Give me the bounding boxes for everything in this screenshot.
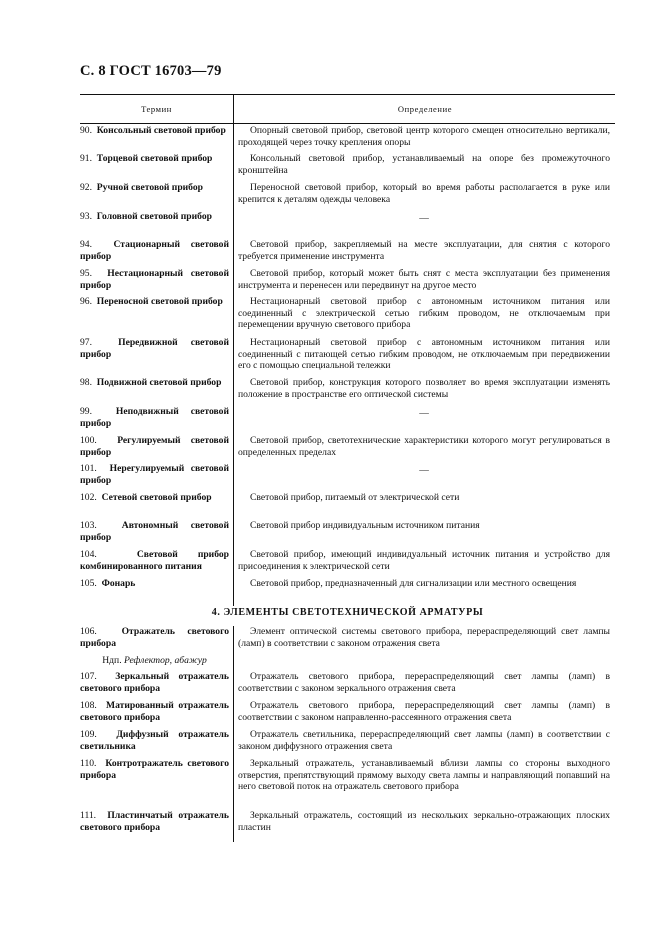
definition-cell: Элемент оптической системы светового прибора, перераспределяющий свет лампы (ламп) в соответствии с законом отражения света bbox=[238, 626, 610, 649]
term-name: Диффузный отражатель светильника bbox=[80, 729, 229, 752]
term-name: Контротражатель светового прибора bbox=[80, 758, 229, 781]
definition-cell: Световой прибор, который может быть снят с места эксплуатации без применения инструмента и перенесен или передвинут на другое место bbox=[238, 268, 610, 291]
definition-cell: Световой прибор, предназначенный для сигнализации или местного освещения bbox=[250, 578, 577, 589]
term-name: Автономный световой прибор bbox=[80, 520, 230, 543]
term-name: Пластинчатый отражатель светового прибора bbox=[80, 810, 229, 833]
note-prefix: Ндп. bbox=[102, 655, 122, 666]
definition-cell: Нестационарный световой прибор с автономным источником питания или соединенный с питающей сетью гибким проводом, не отключаемым при передвижении его с помощью специальной тележки bbox=[238, 337, 610, 372]
term-cell bbox=[80, 520, 229, 543]
table-header-rule bbox=[80, 123, 615, 124]
definition-cell: Отражатель светового прибора, перераспределяющий свет лампы (ламп) в соответствии с законом зеркального отражения света bbox=[238, 671, 610, 694]
term-name: Световой прибор комбинированного питания bbox=[80, 549, 230, 572]
term-name: Фонарь bbox=[101, 578, 136, 589]
term-cell bbox=[80, 182, 229, 194]
term-name: Ручной световой прибор bbox=[96, 182, 203, 193]
term-number: 92. bbox=[80, 182, 92, 193]
definition-dash: — bbox=[419, 465, 429, 476]
term-number: 105. bbox=[80, 578, 97, 589]
term-cell bbox=[80, 492, 229, 504]
term-cell bbox=[80, 700, 229, 723]
definition-dash: — bbox=[419, 213, 429, 224]
term-cell bbox=[80, 296, 229, 308]
definition-cell: Отражатель светильника, перераспределяющий свет лампы (ламп) в соответствии с законом диффузного отражения света bbox=[238, 729, 610, 752]
term-cell bbox=[80, 377, 229, 389]
term-cell bbox=[80, 578, 229, 590]
term-cell bbox=[80, 125, 229, 137]
term-cell bbox=[80, 549, 229, 572]
term-cell bbox=[80, 435, 229, 458]
term-number: 108. bbox=[80, 700, 97, 711]
deprecated-term-note bbox=[80, 655, 229, 666]
term-number: 103. bbox=[80, 520, 97, 531]
term-name: Консольный световой прибор bbox=[96, 125, 226, 136]
page-header: С. 8 ГОСТ 16703—79 bbox=[80, 63, 222, 79]
term-name: Стационарный световой прибор bbox=[80, 239, 229, 262]
term-cell bbox=[80, 268, 229, 291]
term-cell bbox=[80, 729, 229, 752]
term-name: Неподвижный световой прибор bbox=[80, 406, 229, 429]
table-top-rule bbox=[80, 94, 615, 95]
term-cell bbox=[80, 810, 229, 833]
column-divider bbox=[233, 94, 234, 606]
term-number: 95. bbox=[80, 268, 92, 279]
term-name: Головной световой прибор bbox=[96, 211, 212, 222]
term-name: Зеркальный отражатель светового прибора bbox=[80, 671, 230, 694]
definition-cell: Зеркальный отражатель, устанавливаемый вблизи лампы со стороны выходного отверстия, препятствующий прямому выходу света лампы и направляющий попавший на него световой поток на отражатель светового прибора bbox=[238, 758, 610, 793]
term-name: Нерегулируемый световой прибор bbox=[80, 463, 230, 486]
term-number: 111. bbox=[80, 810, 97, 821]
definition-cell: Отражатель светового прибора, перераспределяющий свет лампы (ламп) в соответствии с законом направленно-рассеянного отражения света bbox=[238, 700, 610, 723]
term-number: 90. bbox=[80, 125, 92, 136]
term-cell bbox=[80, 626, 229, 649]
definition-cell: Световой прибор, светотехнические характеристики которого могут регулироваться в определенных пределах bbox=[238, 435, 610, 458]
term-number: 97. bbox=[80, 337, 92, 348]
term-cell bbox=[80, 758, 229, 781]
term-name: Подвижной световой прибор bbox=[96, 377, 222, 388]
term-number: 94. bbox=[80, 239, 92, 250]
definition-cell: Световой прибор, закрепляемый на месте эксплуатации, для снятия с которого требуется применение инструмента bbox=[238, 239, 610, 262]
term-name: Отражатель светового прибора bbox=[80, 626, 229, 649]
section-title: 4. ЭЛЕМЕНТЫ СВЕТОТЕХНИЧЕСКОЙ АРМАТУРЫ bbox=[211, 607, 484, 618]
term-number: 107. bbox=[80, 671, 97, 682]
column-divider-lower bbox=[233, 626, 234, 842]
term-cell bbox=[80, 153, 229, 165]
term-cell bbox=[80, 463, 229, 486]
term-number: 101. bbox=[80, 463, 97, 474]
term-name: Регулируемый световой прибор bbox=[80, 435, 229, 458]
definition-cell: Световой прибор индивидуальным источником питания bbox=[250, 520, 480, 531]
column-header-term: Термин bbox=[141, 104, 172, 114]
term-number: 102. bbox=[80, 492, 97, 503]
note-text: Рефлектор, абажур bbox=[124, 655, 207, 666]
term-cell bbox=[80, 211, 229, 223]
definition-cell: Световой прибор, имеющий индивидуальный источник питания и устройство для присоединения к электрической сети bbox=[238, 549, 610, 572]
term-number: 91. bbox=[80, 153, 92, 164]
term-cell bbox=[80, 337, 229, 360]
definition-cell: Световой прибор, питаемый от электрической сети bbox=[250, 492, 460, 503]
term-cell bbox=[80, 406, 229, 429]
term-name: Передвижной световой прибор bbox=[80, 337, 229, 360]
definition-cell: Опорный световой прибор, световой центр которого смещен относительно вертикали, проходящей через точку крепления опоры bbox=[238, 125, 610, 148]
term-number: 98. bbox=[80, 377, 92, 388]
definition-cell: Переносной световой прибор, который во время работы располагается в руке или крепится к деталям одежды человека bbox=[238, 182, 610, 205]
term-number: 106. bbox=[80, 626, 97, 637]
definition-dash: — bbox=[419, 408, 429, 419]
term-name: Сетевой световой прибор bbox=[101, 492, 212, 503]
term-number: 96. bbox=[80, 296, 92, 307]
term-number: 100. bbox=[80, 435, 97, 446]
definition-cell: Нестационарный световой прибор с автономным источником питания или соединенный с электрической сетью гибким проводом, не отключаемым при перемещении вручную светового прибора bbox=[238, 296, 610, 331]
term-name: Торцевой световой прибор bbox=[96, 153, 213, 164]
term-number: 109. bbox=[80, 729, 97, 740]
definition-cell: Световой прибор, конструкция которого позволяет во время эксплуатации изменять положение в пространстве его оптической системы bbox=[238, 377, 610, 400]
term-number: 110. bbox=[80, 758, 97, 769]
definition-cell: Консольный световой прибор, устанавливаемый на опоре без промежуточного кронштейна bbox=[238, 153, 610, 176]
column-header-definition: Определение bbox=[397, 104, 453, 114]
term-name: Матированный отражатель светового прибора bbox=[80, 700, 229, 723]
definition-cell: Зеркальный отражатель, состоящий из нескольких зеркально-отражающих плоских пластин bbox=[238, 810, 610, 833]
term-cell bbox=[80, 671, 229, 694]
term-name: Переносной световой прибор bbox=[96, 296, 223, 307]
term-cell bbox=[80, 239, 229, 262]
term-name: Нестационарный световой прибор bbox=[80, 268, 230, 291]
term-number: 99. bbox=[80, 406, 92, 417]
term-number: 93. bbox=[80, 211, 92, 222]
term-number: 104. bbox=[80, 549, 97, 560]
